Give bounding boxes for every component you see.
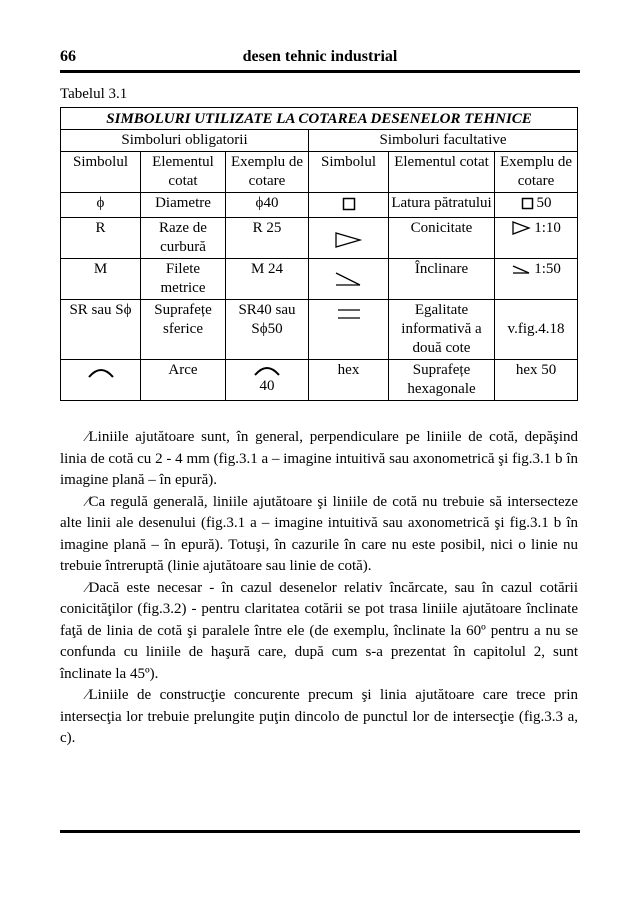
symbol-cell: M bbox=[61, 259, 141, 300]
element-cell: Egalitate informativă a două cote bbox=[389, 300, 495, 360]
page-number: 66 bbox=[60, 48, 76, 65]
arc-icon bbox=[252, 363, 282, 377]
example-value: 40 bbox=[259, 378, 275, 394]
paragraph: ⁄Ca regulă generală, liniile ajutătoare şi liniile de cotă nu trebuie să intersecteze alte linii ale desenului (fig.3.1 a – imagine intuitivă sau axonometrică şi fig.3.1 b în imagine plană – în epură). Totuşi, în cazurile în care nu este posibil, nici o linie nu trebuie întreruptă (linie ajutătoare sau linie de cotă). bbox=[60, 493, 578, 574]
example-value: 1:50 bbox=[534, 261, 561, 277]
header-rule bbox=[60, 70, 580, 73]
slope-icon bbox=[511, 263, 531, 277]
symbol-cell bbox=[309, 259, 389, 300]
conicity-triangle-icon bbox=[511, 220, 531, 238]
col-header: Exemplu de cotare bbox=[226, 152, 309, 193]
col-header: Simbolul bbox=[61, 152, 141, 193]
page-header bbox=[60, 48, 580, 70]
footer-rule bbox=[60, 830, 580, 833]
element-cell: Suprafețe sferice bbox=[141, 300, 226, 360]
element-cell: Suprafețe hexagonale bbox=[389, 360, 495, 401]
symbols-table bbox=[60, 107, 578, 401]
symbol-cell: R bbox=[61, 218, 141, 259]
square-icon bbox=[521, 197, 534, 210]
example-cell bbox=[495, 218, 578, 259]
table-row bbox=[61, 360, 578, 401]
table-row bbox=[61, 300, 578, 360]
paragraph: ⁄Liniile de construcţie concurente precum şi linia ajutătoare care trece prin intersecţia lor trebuie prelungite puţin dincolo de punctul lor de intersecţie (fig.3.3 a, c). bbox=[60, 687, 578, 746]
body-text bbox=[60, 427, 578, 750]
example-cell: M 24 bbox=[226, 259, 309, 300]
table-row bbox=[61, 193, 578, 218]
example-value: 50 bbox=[536, 195, 552, 211]
symbol-cell: hex bbox=[309, 360, 389, 401]
table-caption: Tabelul 3.1 bbox=[60, 86, 128, 102]
table-row bbox=[61, 259, 578, 300]
slope-icon bbox=[334, 270, 364, 288]
table-row bbox=[61, 218, 578, 259]
element-cell: Filete metrice bbox=[141, 259, 226, 300]
symbol-cell bbox=[309, 193, 389, 218]
example-cell: ϕ40 bbox=[226, 193, 309, 218]
element-cell: Arce bbox=[141, 360, 226, 401]
col-header: Elementul cotat bbox=[141, 152, 226, 193]
col-header: Elementul cotat bbox=[389, 152, 495, 193]
symbol-cell bbox=[61, 360, 141, 401]
element-cell: Diametre bbox=[141, 193, 226, 218]
col-header: Simbolul bbox=[309, 152, 389, 193]
group-obligatory: Simboluri obligatorii bbox=[61, 130, 309, 152]
element-cell: Conicitate bbox=[389, 218, 495, 259]
symbol-cell: SR sau Sϕ bbox=[61, 300, 141, 360]
paragraph: ⁄Liniile ajutătoare sunt, în general, perpendiculare pe liniile de cotă, depăşind linia de cotă cu 2 - 4 mm (fig.3.1 a – imagine intuitivă sau axonometrică şi fig.3.1 b în imagine plană – în epură). bbox=[60, 429, 578, 488]
example-cell: hex 50 bbox=[495, 360, 578, 401]
example-cell bbox=[495, 193, 578, 218]
example-cell: R 25 bbox=[226, 218, 309, 259]
table-title: SIMBOLURI UTILIZATE LA COTAREA DESENELOR TEHNICE bbox=[61, 108, 578, 130]
example-cell bbox=[495, 259, 578, 300]
arc-icon bbox=[86, 365, 116, 379]
paragraph: ⁄Dacă este necesar - în cazul desenelor relativ încărcate, sau în cazul cotării conicităţilor (fig.3.2) - pentru claritatea cotării se pot trasa liniile ajutătoare înclinate faţă de linia de cotă şi paralele între ele (de exemplu, înclinate la 60º pentru a nu se confunda cu liniile de haşură care, după cum s-a prezentat în capitolul 2, sunt înclinate la 45º). bbox=[60, 579, 578, 682]
group-optional: Simboluri facultative bbox=[309, 130, 578, 152]
example-cell: SR40 sau Sϕ50 bbox=[226, 300, 309, 360]
element-cell: Raze de curbură bbox=[141, 218, 226, 259]
symbol-cell: ϕ bbox=[61, 193, 141, 218]
example-value: 1:10 bbox=[534, 220, 561, 236]
element-cell: Latura pătratului bbox=[389, 193, 495, 218]
example-cell bbox=[226, 360, 309, 401]
symbol-cell bbox=[309, 300, 389, 360]
column-header-row bbox=[61, 152, 578, 193]
conicity-triangle-icon bbox=[334, 231, 364, 249]
symbol-cell bbox=[309, 218, 389, 259]
equal-lines-icon bbox=[336, 307, 362, 321]
element-cell: Înclinare bbox=[389, 259, 495, 300]
col-header: Exemplu de cotare bbox=[495, 152, 578, 193]
example-cell: v.fig.4.18 bbox=[495, 300, 578, 360]
square-icon bbox=[342, 197, 356, 211]
running-title: desen tehnic industrial bbox=[242, 48, 398, 65]
